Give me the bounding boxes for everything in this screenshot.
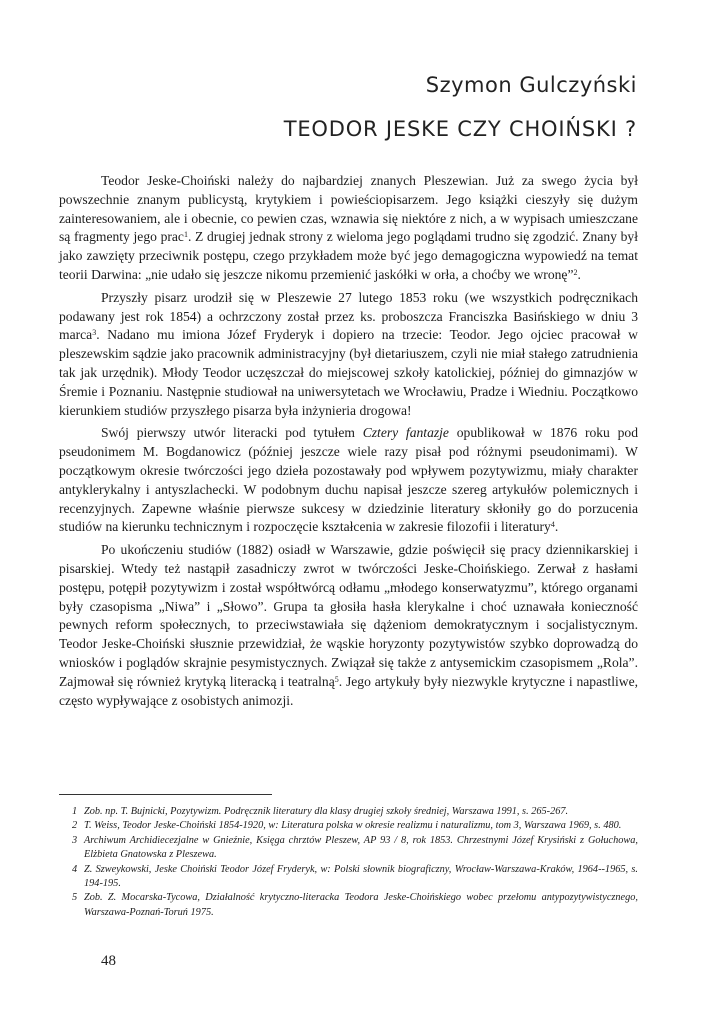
author-name: Szymon Gulczyński — [425, 73, 637, 97]
paragraph-1 — [59, 172, 638, 285]
page-number: 48 — [101, 953, 116, 969]
article-title: TEODOR JESKE CZY CHOIŃSKI ? — [283, 117, 637, 141]
paragraph-4 — [59, 541, 638, 710]
footnote-divider — [59, 794, 272, 795]
footnote-ref-2[interactable]: 2 — [573, 267, 578, 277]
footnote-item — [59, 805, 638, 819]
footnote-ref-5[interactable]: 5 — [334, 674, 339, 684]
paragraph-3 — [59, 424, 638, 537]
footnote-ref-1[interactable]: 1 — [183, 230, 188, 240]
paragraph-3-text-a: Swój pierwszy utwór literacki pod tytułem — [101, 425, 363, 441]
footnote-number: 1 — [72, 806, 78, 817]
footnote-text: T. Weiss, Teodor Jeske-Choiński 1854-1920, w: Literatura polska w okresie realizmu i naturalizmu, tom 3, Warszawa 1969, s. 480. — [84, 820, 622, 832]
paragraph-1-text-b: . Z drugiej jednak strony z wieloma jego poglądami trudno się zgodzić. Znany był jako zawzięty przeciwnik postępu, czego przykładem może być jego demagogiczna wypowiedź na temat teorii Darwina: „nie udało się jeszcze nikomu przemienić jaskółki w orła, a choćby we wronę” — [59, 229, 638, 282]
paragraph-2 — [59, 289, 638, 421]
footnote-item — [59, 891, 638, 920]
footnote-text: Archiwum Archidiecezjalne w Gnieźnie, Księga chrztów Pleszew, AP 93 / 8, rok 1853. Chrzestnymi Józef Krysiński z Gołuchowa, Elżbieta Gnatowska z Pleszewa. — [84, 834, 638, 861]
footnote-item — [59, 834, 638, 863]
footnote-text: Z. Szweykowski, Jeske Choiński Teodor Józef Fryderyk, w: Polski słownik biograficzny, Wrocław-Warszawa-Kraków, 1964--1965, s. 194-195. — [84, 863, 638, 890]
footnote-number: 3 — [72, 834, 78, 846]
work-title: Cztery fantazje — [362, 425, 449, 441]
paragraph-1-text-a: Teodor Jeske-Choiński należy do najbardziej znanych Pleszewian. Już za swego życia był powszechnie znanym publicystą, krytykiem i powieściopisarzem. Jego książki cieszyły się dużym zainteresowaniem, ale i obecnie, co pewien czas, wznawia się niektóre z nich, a w wypisach umieszczane są fragmenty jego prac — [59, 173, 638, 245]
footnote-ref-4[interactable]: 4 — [550, 520, 555, 530]
footnote-item — [59, 819, 638, 833]
footnotes — [59, 805, 638, 920]
footnote-item — [59, 863, 638, 892]
footnote-number: 5 — [72, 892, 78, 904]
paragraph-4-text-b: . Jego artykuły były niezwykle krytyczne i napastliwe, często wypływające z osobistych animozji. — [59, 673, 639, 708]
footnote-ref-3[interactable]: 3 — [92, 328, 97, 338]
paragraph-1-text-c: . — [577, 266, 581, 282]
footnote-number: 4 — [72, 863, 78, 875]
article-body — [59, 172, 638, 714]
paragraph-3-text-b: opublikował w 1876 roku pod pseudonimem M. Bogdanowicz (później jeszcze wiele razy pisał pod różnymi pseudonimami). W początkowym okresie twórczości jego dzieła pozostawały pod wpływem pozytywizmu, miały charakter antyklerykalny i antyszlachecki. W podobnym duchu napisał jeszcze szereg artykułów polemicznych i recenzyjnych. Zapewne właśnie pierwsze sukcesy w dziedzinie literatury skłoniły go do porzucenia studiów na kierunku technicznym i rozpoczęcie kształcenia w zakresie filozofii i literatury — [59, 425, 638, 535]
footnote-text: Zob. np. T. Bujnicki, Pozytywizm. Podręcznik literatury dla klasy drugiej szkoły średniej, Warszawa 1991, s. 265-267. — [84, 806, 569, 817]
footnote-number: 2 — [72, 820, 78, 832]
paragraph-4-text-a: Po ukończeniu studiów (1882) osiadł w Warszawie, gdzie poświęcił się pracy dziennikarskiej i pisarskiej. Wtedy też nastąpił zasadniczy zwrot w twórczości Jeske-Choińskiego. Zerwał z hasłami postępu, potępił pozytywizm i został współtwórcą odłamu „młodego konserwatyzmu”, którego organami były czasopisma „Niwa” i „Słowo”. Grupa ta głosiła hasła klerykalne i choć uznawała konieczność pewnych reform społecznych, to przeciwstawiała się dążeniom demokratycznym i socjalistycznym. Teodor Jeske-Choiński słusznie przewidział, że wąskie horyzonty pozytywistów szybko doprowadzą do wniosków i poglądów skrajnie pesymistycznych. Związał się także z antysemickim czasopismem „Rola”. Zajmował się również krytyką literacką i teatralną — [59, 542, 638, 689]
paragraph-2-text-a: Przyszły pisarz urodził się w Pleszewie 27 lutego 1853 roku (we wszystkich podręcznikach podawany jest rok 1854) a ochrzczony został przez ks. proboszcza Franciszka Basińskiego w dniu 3 marca — [59, 289, 638, 343]
paragraph-2-text-b: . Nadano mu imiona Józef Fryderyk i dopiero na trzecie: Teodor. Jego ojciec pracował w pleszewskim sądzie jako pracownik administracyjny (był dietariuszem, czyli nie miał stałego zatrudnienia tak jak urzędnik). Młody Teodor uczęszczał do miejscowej szkoły katolickiej, później do gimnazjów w Śremie i Poznaniu. Następnie studiował na uniwersytetach we Wrocławiu, Pradze i Wiedniu. Początkowo kierunkiem studiów przyszłego pisarza była inżynieria drogowa! — [59, 327, 638, 418]
paragraph-3-text-c: . — [554, 519, 559, 535]
footnote-text: Zob. Z. Mocarska-Tycowa, Działalność krytyczno-literacka Teodora Jeske-Choińskiego wobec przełomu antypozytywistycznego, Warszawa-Poznań-Toruń 1975. — [84, 892, 638, 918]
